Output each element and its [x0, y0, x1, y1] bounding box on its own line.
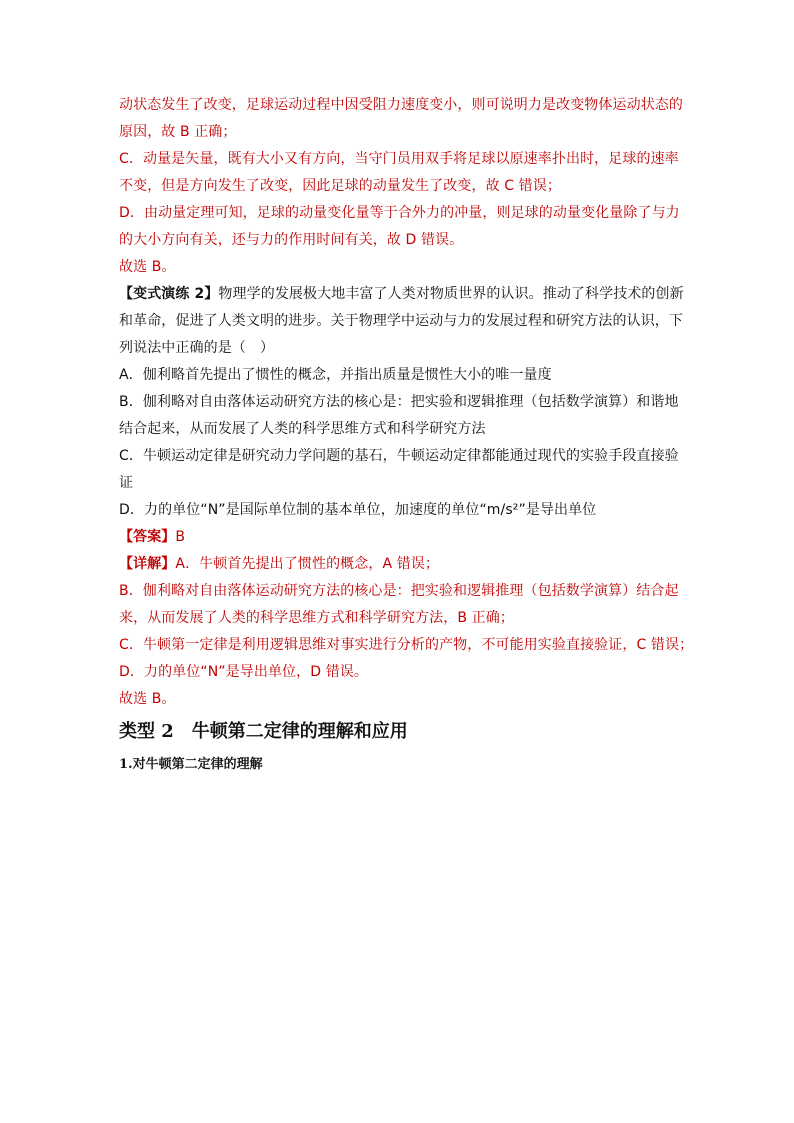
prev-explanation-line-3: C．动量是矢量，既有大小又有方向，当守门员用双手将足球以原速率扑出时，足球的速率	[119, 151, 679, 167]
detail-line-3: 来，从而发展了人类的科学思维方式和科学研究方法，B 正确；	[119, 610, 514, 626]
detail-text-1: A．牛顿首先提出了惯性的概念，A 错误；	[175, 556, 440, 572]
question-stem-text-1: 物理学的发展极大地丰富了人类对物质世界的认识。推动了科学技术的创新	[218, 286, 684, 302]
detail-line-4: C．牛顿第一定律是利用逻辑思维对事实进行分析的产物，不可能用实验直接验证，C 错误；	[119, 637, 694, 653]
option-a: A．伽利略首先提出了惯性的概念，并指出质量是惯性大小的唯一量度	[119, 367, 552, 383]
subsection-heading: 1.对牛顿第二定律的理解	[119, 757, 263, 772]
detail-line-5: D．力的单位“N”是导出单位，D 错误。	[119, 664, 368, 680]
prev-explanation-line-6: 的大小方向有关，还与力的作用时间有关，故 D 错误。	[119, 232, 464, 248]
answer-line	[119, 524, 679, 551]
prev-explanation-line-2: 原因，故 B 正确；	[119, 124, 237, 140]
section-title: 牛顿第二定律的理解和应用	[191, 721, 408, 742]
question-tag: 【变式演练 2】	[119, 286, 219, 302]
option-c-line-1: C．牛顿运动定律是研究动力学问题的基石，牛顿运动定律都能通过现代的实验手段直接验	[119, 448, 679, 464]
section-label: 类型 2	[119, 721, 174, 742]
option-b-line-1: B．伽利略对自由落体运动研究方法的核心是：把实验和逻辑推理（包括数学演算）和谐地	[119, 394, 679, 410]
option-d: D．力的单位“N”是国际单位制的基本单位，加速度的单位“m/s²”是导出单位	[119, 502, 597, 518]
question-stem-line-1	[119, 281, 684, 308]
section-heading	[119, 715, 679, 749]
answer-value: B	[175, 529, 186, 545]
detail-tag: 【详解】	[119, 556, 176, 572]
question-stem-line-3: 列说法中正确的是（ ）	[119, 340, 275, 356]
answer-tag: 【答案】	[119, 529, 176, 545]
page-content	[119, 92, 694, 778]
detail-conclusion: 故选 B。	[119, 691, 176, 707]
option-b-line-2: 结合起来，从而发展了人类的科学思维方式和科学研究方法	[119, 421, 486, 437]
prev-explanation-line-5: D．由动量定理可知，足球的动量变化量等于合外力的冲量，则足球的动量变化量除了与力	[119, 205, 680, 221]
prev-explanation-line-4: 不变，但是方向发生了改变，因此足球的动量发生了改变，故 C 错误；	[119, 178, 561, 194]
option-c-line-2: 证	[119, 475, 134, 491]
prev-conclusion: 故选 B。	[119, 259, 176, 275]
prev-explanation-line-1: 动状态发生了改变，足球运动过程中因受阻力速度变小，则可说明力是改变物体运动状态的	[119, 97, 683, 113]
detail-line-1	[119, 551, 679, 578]
detail-line-2: B．伽利略对自由落体运动研究方法的核心是：把实验和逻辑推理（包括数学演算）结合起	[119, 583, 679, 599]
question-stem-line-2: 和革命，促进了人类文明的进步。关于物理学中运动与力的发展过程和研究方法的认识，下	[119, 313, 683, 329]
